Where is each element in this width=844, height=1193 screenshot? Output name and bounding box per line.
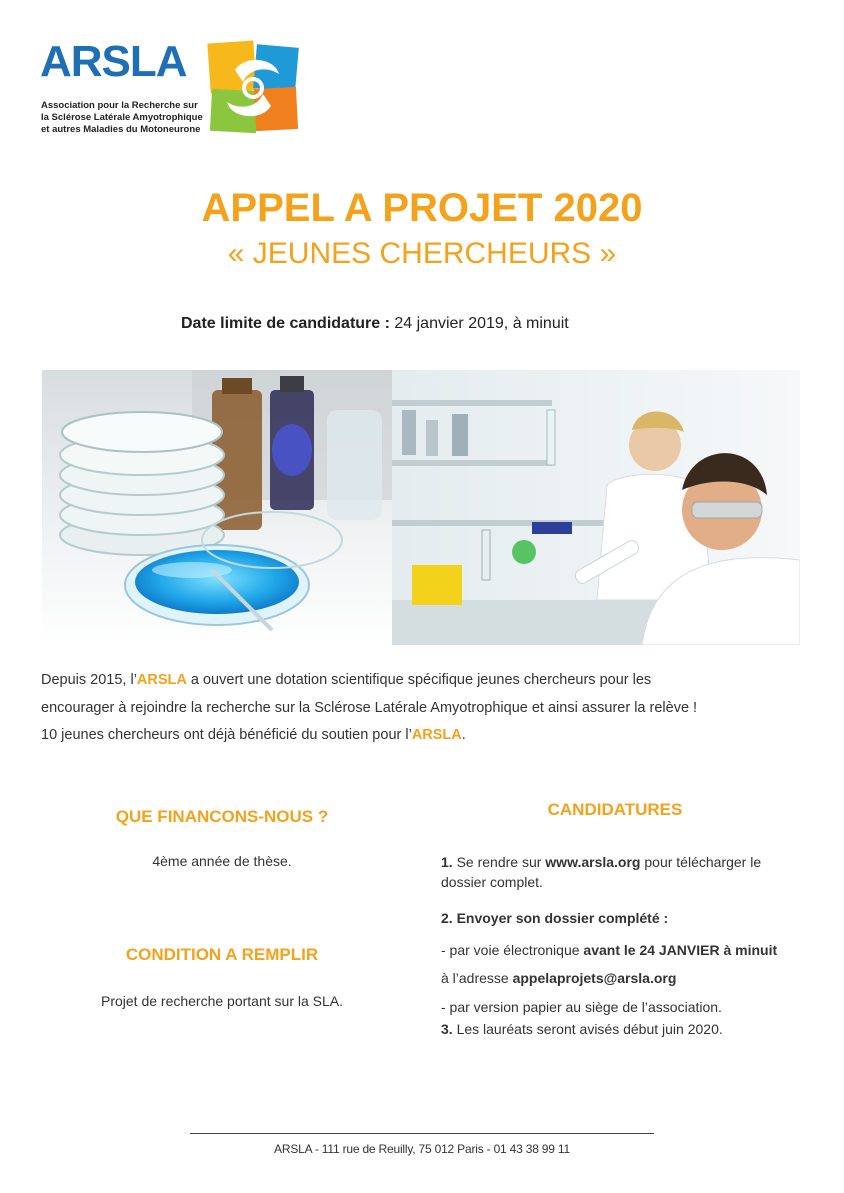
step-number: 1. — [441, 854, 453, 870]
step-3 — [441, 1019, 723, 1039]
step-text: Les lauréats seront avisés début juin 2020. — [452, 1021, 723, 1037]
email-address-line — [441, 968, 676, 988]
step-1 — [441, 852, 821, 892]
applications-title: CANDIDATURES — [547, 800, 683, 819]
intro-paragraph — [41, 667, 821, 750]
step-text: à l’adresse — [441, 970, 513, 986]
step-2-title: 2. Envoyer son dossier complété : — [441, 910, 669, 926]
researchers-photo — [392, 370, 800, 645]
step-text: - par voie électronique — [441, 942, 584, 958]
deadline — [181, 314, 569, 334]
financing-title: QUE FINANCONS-NOUS ? — [115, 807, 329, 826]
intro-line — [41, 722, 821, 750]
step-text: pour télécharger le — [640, 854, 762, 870]
logo-tagline — [41, 100, 211, 136]
paper-submission: - par version papier au siège de l’association. — [441, 999, 722, 1015]
step-text: Se rendre sur — [452, 854, 546, 870]
logo-tagline-line: Association pour la Recherche sur — [41, 100, 198, 111]
financing-text: 4ème année de thèse. — [152, 853, 292, 869]
email-link[interactable]: appelaprojets@arsla.org — [512, 970, 677, 986]
logo-emblem-icon — [205, 40, 301, 136]
step-number: 3. — [441, 1021, 453, 1037]
logo-tagline-line: et autres Maladies du Motoneurone — [41, 124, 201, 135]
page-subtitle: « JEUNES CHERCHEURS » — [227, 237, 617, 270]
intro-line — [41, 667, 821, 695]
footer-divider — [190, 1133, 654, 1134]
step-1-line: dossier complet. — [441, 874, 543, 890]
intro-text: 10 jeunes chercheurs ont déjà bénéficié du soutien pour l’ — [41, 727, 412, 743]
org-name: ARSLA — [136, 672, 187, 688]
website-link[interactable]: www.arsla.org — [545, 854, 641, 870]
logo-tagline-line: la Sclérose Latérale Amyotrophique — [41, 112, 203, 123]
electronic-submission — [441, 940, 777, 960]
deadline-value: 24 janvier 2019, à minuit — [389, 315, 569, 332]
page-title: APPEL A PROJET 2020 — [201, 186, 643, 230]
deadline-label: Date limite de candidature : — [181, 315, 390, 332]
intro-text: Depuis 2015, l’ — [41, 672, 137, 688]
condition-text: Projet de recherche portant sur la SLA. — [100, 993, 344, 1009]
step-1-line — [441, 852, 821, 872]
intro-text: . — [461, 727, 466, 743]
org-name: ARSLA — [411, 727, 462, 743]
petri-dish-photo — [42, 370, 392, 645]
intro-text: a ouvert une dotation scientifique spécifique jeunes chercheurs pour les — [186, 672, 652, 688]
intro-line: encourager à rejoindre la recherche sur la Sclérose Latérale Amyotrophique et ainsi assurer la relève ! — [41, 699, 698, 716]
condition-title: CONDITION A REMPLIR — [125, 945, 319, 964]
footer-address: ARSLA - 111 rue de Reuilly, 75 012 Paris - 01 43 38 99 11 — [274, 1142, 570, 1156]
logo-wordmark: ARSLA — [40, 37, 187, 86]
deadline-emphasis: avant le 24 JANVIER à minuit — [583, 942, 778, 958]
